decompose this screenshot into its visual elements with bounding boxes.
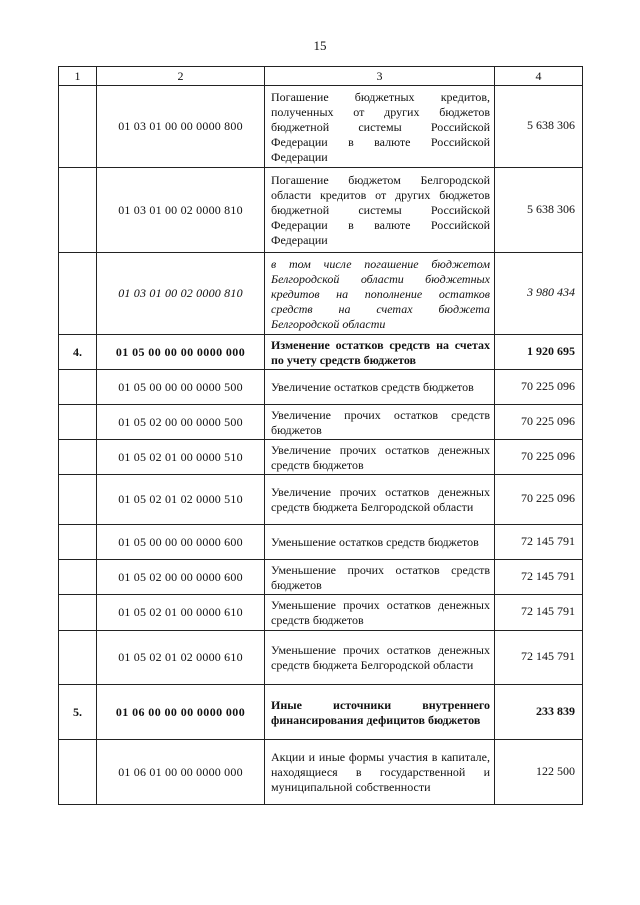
table-row <box>59 740 583 805</box>
row-description: Уменьшение прочих остатков денежных средств бюджета Белгородской области <box>265 631 495 685</box>
row-number <box>59 631 97 685</box>
row-amount: 233 839 <box>495 685 583 740</box>
row-number <box>59 168 97 253</box>
column-header: 3 <box>265 67 495 86</box>
table-row <box>59 685 583 740</box>
budget-code: 01 05 02 00 00 0000 600 <box>97 560 265 595</box>
row-amount: 122 500 <box>495 740 583 805</box>
budget-code: 01 05 02 01 00 0000 510 <box>97 440 265 475</box>
budget-code: 01 06 01 00 00 0000 000 <box>97 740 265 805</box>
page-number: 15 <box>313 38 327 53</box>
budget-code: 01 03 01 00 02 0000 810 <box>97 253 265 335</box>
budget-code: 01 06 00 00 00 0000 000 <box>97 685 265 740</box>
table-row <box>59 475 583 525</box>
row-amount: 72 145 791 <box>495 560 583 595</box>
row-number <box>59 740 97 805</box>
row-description: Уменьшение остатков средств бюджетов <box>265 525 495 560</box>
row-number <box>59 253 97 335</box>
budget-code: 01 05 00 00 00 0000 600 <box>97 525 265 560</box>
budget-code: 01 05 00 00 00 0000 500 <box>97 370 265 405</box>
budget-code: 01 05 02 00 00 0000 500 <box>97 405 265 440</box>
row-amount: 72 145 791 <box>495 595 583 631</box>
table-header-row <box>59 67 583 86</box>
row-description: Увеличение прочих остатков денежных средств бюджета Белгородской области <box>265 475 495 525</box>
budget-code: 01 05 02 01 02 0000 610 <box>97 631 265 685</box>
table-row <box>59 525 583 560</box>
row-number <box>59 370 97 405</box>
row-amount: 70 225 096 <box>495 475 583 525</box>
row-description: Акции и иные формы участия в капитале, находящиеся в государственной и муниципальной собственности <box>265 740 495 805</box>
table-row <box>59 440 583 475</box>
column-header: 1 <box>59 67 97 86</box>
table-row <box>59 405 583 440</box>
row-number <box>59 405 97 440</box>
budget-code: 01 05 00 00 00 0000 000 <box>97 335 265 370</box>
row-description: Погашение бюджетом Белгородской области кредитов от других бюджетов бюджетной системы Российской Федерации в валюте Российской Федерации <box>265 168 495 253</box>
row-amount: 70 225 096 <box>495 440 583 475</box>
row-amount: 3 980 434 <box>495 253 583 335</box>
row-amount: 72 145 791 <box>495 525 583 560</box>
row-number <box>59 525 97 560</box>
row-description: Иные источники внутреннего финансирования дефицитов бюджетов <box>265 685 495 740</box>
row-amount: 1 920 695 <box>495 335 583 370</box>
row-amount: 5 638 306 <box>495 86 583 168</box>
row-number: 4. <box>59 335 97 370</box>
table-row <box>59 335 583 370</box>
table-row <box>59 86 583 168</box>
row-number <box>59 475 97 525</box>
table-row <box>59 631 583 685</box>
row-description: Уменьшение прочих остатков средств бюджетов <box>265 560 495 595</box>
row-description: Увеличение остатков средств бюджетов <box>265 370 495 405</box>
row-amount: 5 638 306 <box>495 168 583 253</box>
row-description: Погашение бюджетных кредитов, полученных от других бюджетов бюджетной системы Российской Федерации в валюте Российской Федерации <box>265 86 495 168</box>
table-row <box>59 253 583 335</box>
budget-code: 01 03 01 00 02 0000 810 <box>97 168 265 253</box>
row-amount: 70 225 096 <box>495 405 583 440</box>
row-description: Увеличение прочих остатков средств бюджетов <box>265 405 495 440</box>
row-number: 5. <box>59 685 97 740</box>
row-description: Изменение остатков средств на счетах по учету средств бюджетов <box>265 335 495 370</box>
row-number <box>59 560 97 595</box>
row-number <box>59 86 97 168</box>
table-row <box>59 168 583 253</box>
table-row <box>59 370 583 405</box>
table-row <box>59 560 583 595</box>
row-amount: 70 225 096 <box>495 370 583 405</box>
row-description: в том числе погашение бюджетом Белгородской области бюджетных кредитов на пополнение остатков средств на счетах бюджета Белгородской области <box>265 253 495 335</box>
budget-sources-table <box>58 66 583 805</box>
column-header: 4 <box>495 67 583 86</box>
row-amount: 72 145 791 <box>495 631 583 685</box>
table-row <box>59 595 583 631</box>
row-description: Увеличение прочих остатков денежных средств бюджетов <box>265 440 495 475</box>
budget-code: 01 05 02 01 02 0000 510 <box>97 475 265 525</box>
budget-code: 01 05 02 01 00 0000 610 <box>97 595 265 631</box>
column-header: 2 <box>97 67 265 86</box>
row-description: Уменьшение прочих остатков денежных средств бюджетов <box>265 595 495 631</box>
budget-code: 01 03 01 00 00 0000 800 <box>97 86 265 168</box>
row-number <box>59 595 97 631</box>
row-number <box>59 440 97 475</box>
